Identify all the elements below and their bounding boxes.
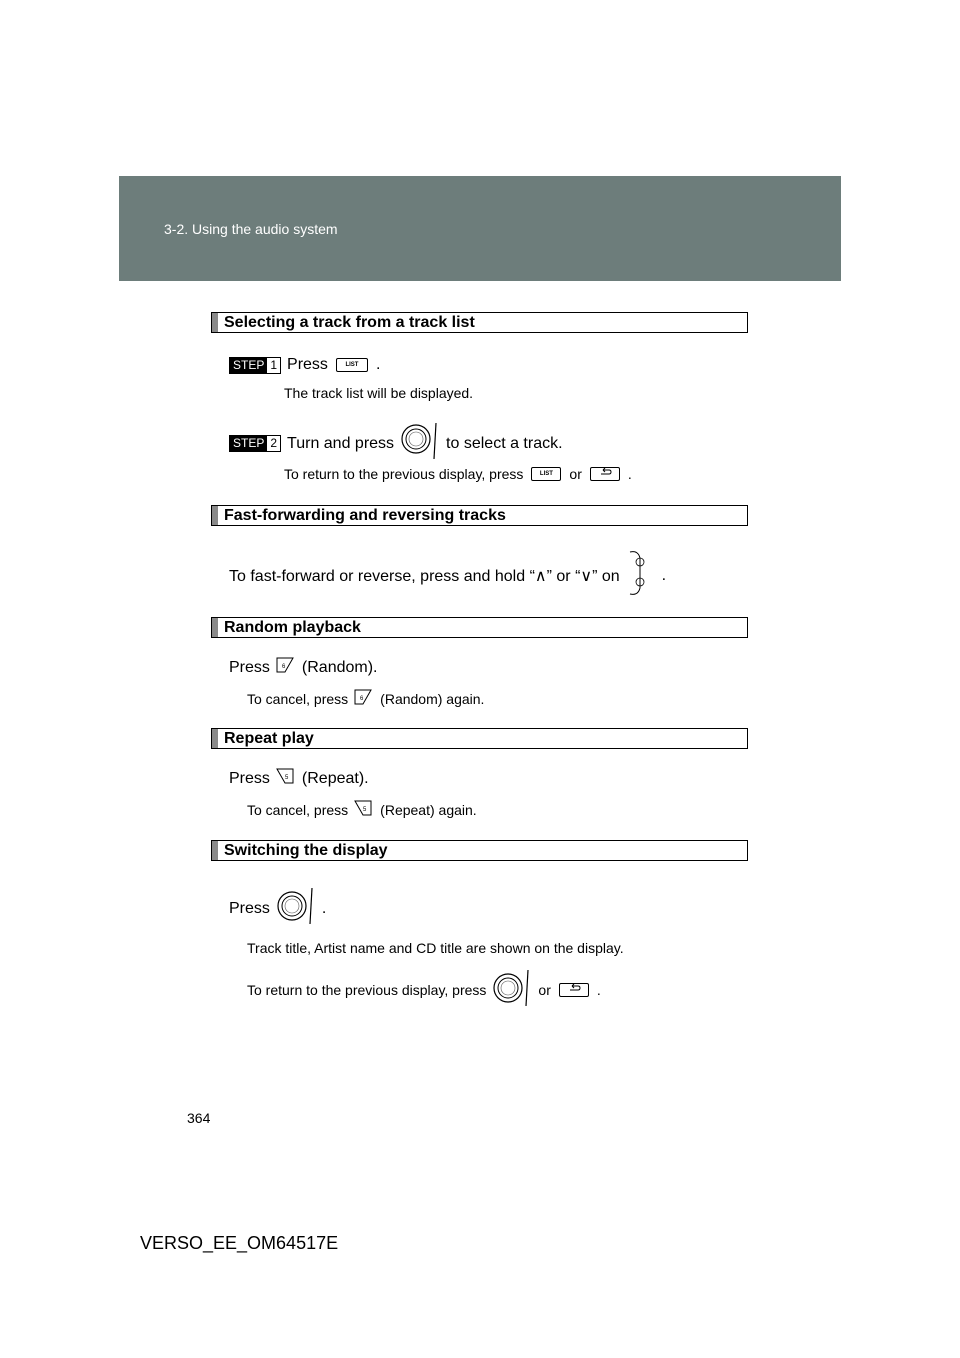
- section-heading-display: Switching the display: [211, 840, 748, 861]
- repeat-line: Press 5 (Repeat).: [229, 767, 369, 790]
- random-line: Press 6 (Random).: [229, 656, 377, 679]
- step1-note: The track list will be displayed.: [284, 385, 474, 401]
- svg-text:5: 5: [284, 775, 289, 781]
- tune-knob-icon: [276, 886, 316, 931]
- random-note: To cancel, press 6 (Random) again.: [247, 688, 484, 709]
- preset-5-button-icon: [354, 799, 374, 820]
- section-heading-track-list: Selecting a track from a track list: [211, 312, 748, 333]
- seek-up-down-icon: [626, 550, 656, 601]
- svg-text:6: 6: [360, 696, 364, 702]
- svg-text:6: 6: [281, 664, 286, 670]
- preset-6-button-icon: [354, 688, 374, 709]
- svg-text:5: 5: [363, 807, 367, 813]
- step-badge: STEP 1: [229, 357, 281, 374]
- section-breadcrumb: 3-2. Using the audio system: [164, 221, 338, 237]
- section-heading-fast-forward: Fast-forwarding and reversing tracks: [211, 505, 748, 526]
- step2-line: STEP 2 Turn and press to select a track.: [229, 421, 563, 466]
- display-note-2: To return to the previous display, press or .: [247, 968, 601, 1011]
- section-heading-random: Random playback: [211, 617, 748, 638]
- header-band: [119, 176, 841, 281]
- step2-note: To return to the previous display, press LIST or .: [284, 466, 632, 482]
- step-badge: STEP 2: [229, 435, 281, 452]
- step1-line: STEP 1 Press LIST .: [229, 356, 380, 374]
- list-button-icon: LIST: [336, 358, 368, 372]
- tune-knob-icon: [400, 421, 440, 466]
- list-button-icon: LIST: [531, 467, 561, 481]
- repeat-note: To cancel, press 5 (Repeat) again.: [247, 799, 477, 820]
- display-note-1: Track title, Artist name and CD title are shown on the display.: [247, 940, 624, 956]
- page-number: 364: [187, 1110, 211, 1126]
- section-heading-repeat: Repeat play: [211, 728, 748, 749]
- display-line: Press .: [229, 886, 326, 931]
- tune-knob-icon: [492, 968, 532, 1011]
- preset-5-button-icon: [276, 767, 296, 790]
- back-button-icon: [559, 983, 589, 997]
- document-code: VERSO_EE_OM64517E: [140, 1233, 339, 1253]
- back-button-icon: [590, 467, 620, 481]
- preset-6-button-icon: [276, 656, 296, 679]
- fast-forward-line: To fast-forward or reverse, press and hold “∧” or “∨” on .: [229, 550, 666, 601]
